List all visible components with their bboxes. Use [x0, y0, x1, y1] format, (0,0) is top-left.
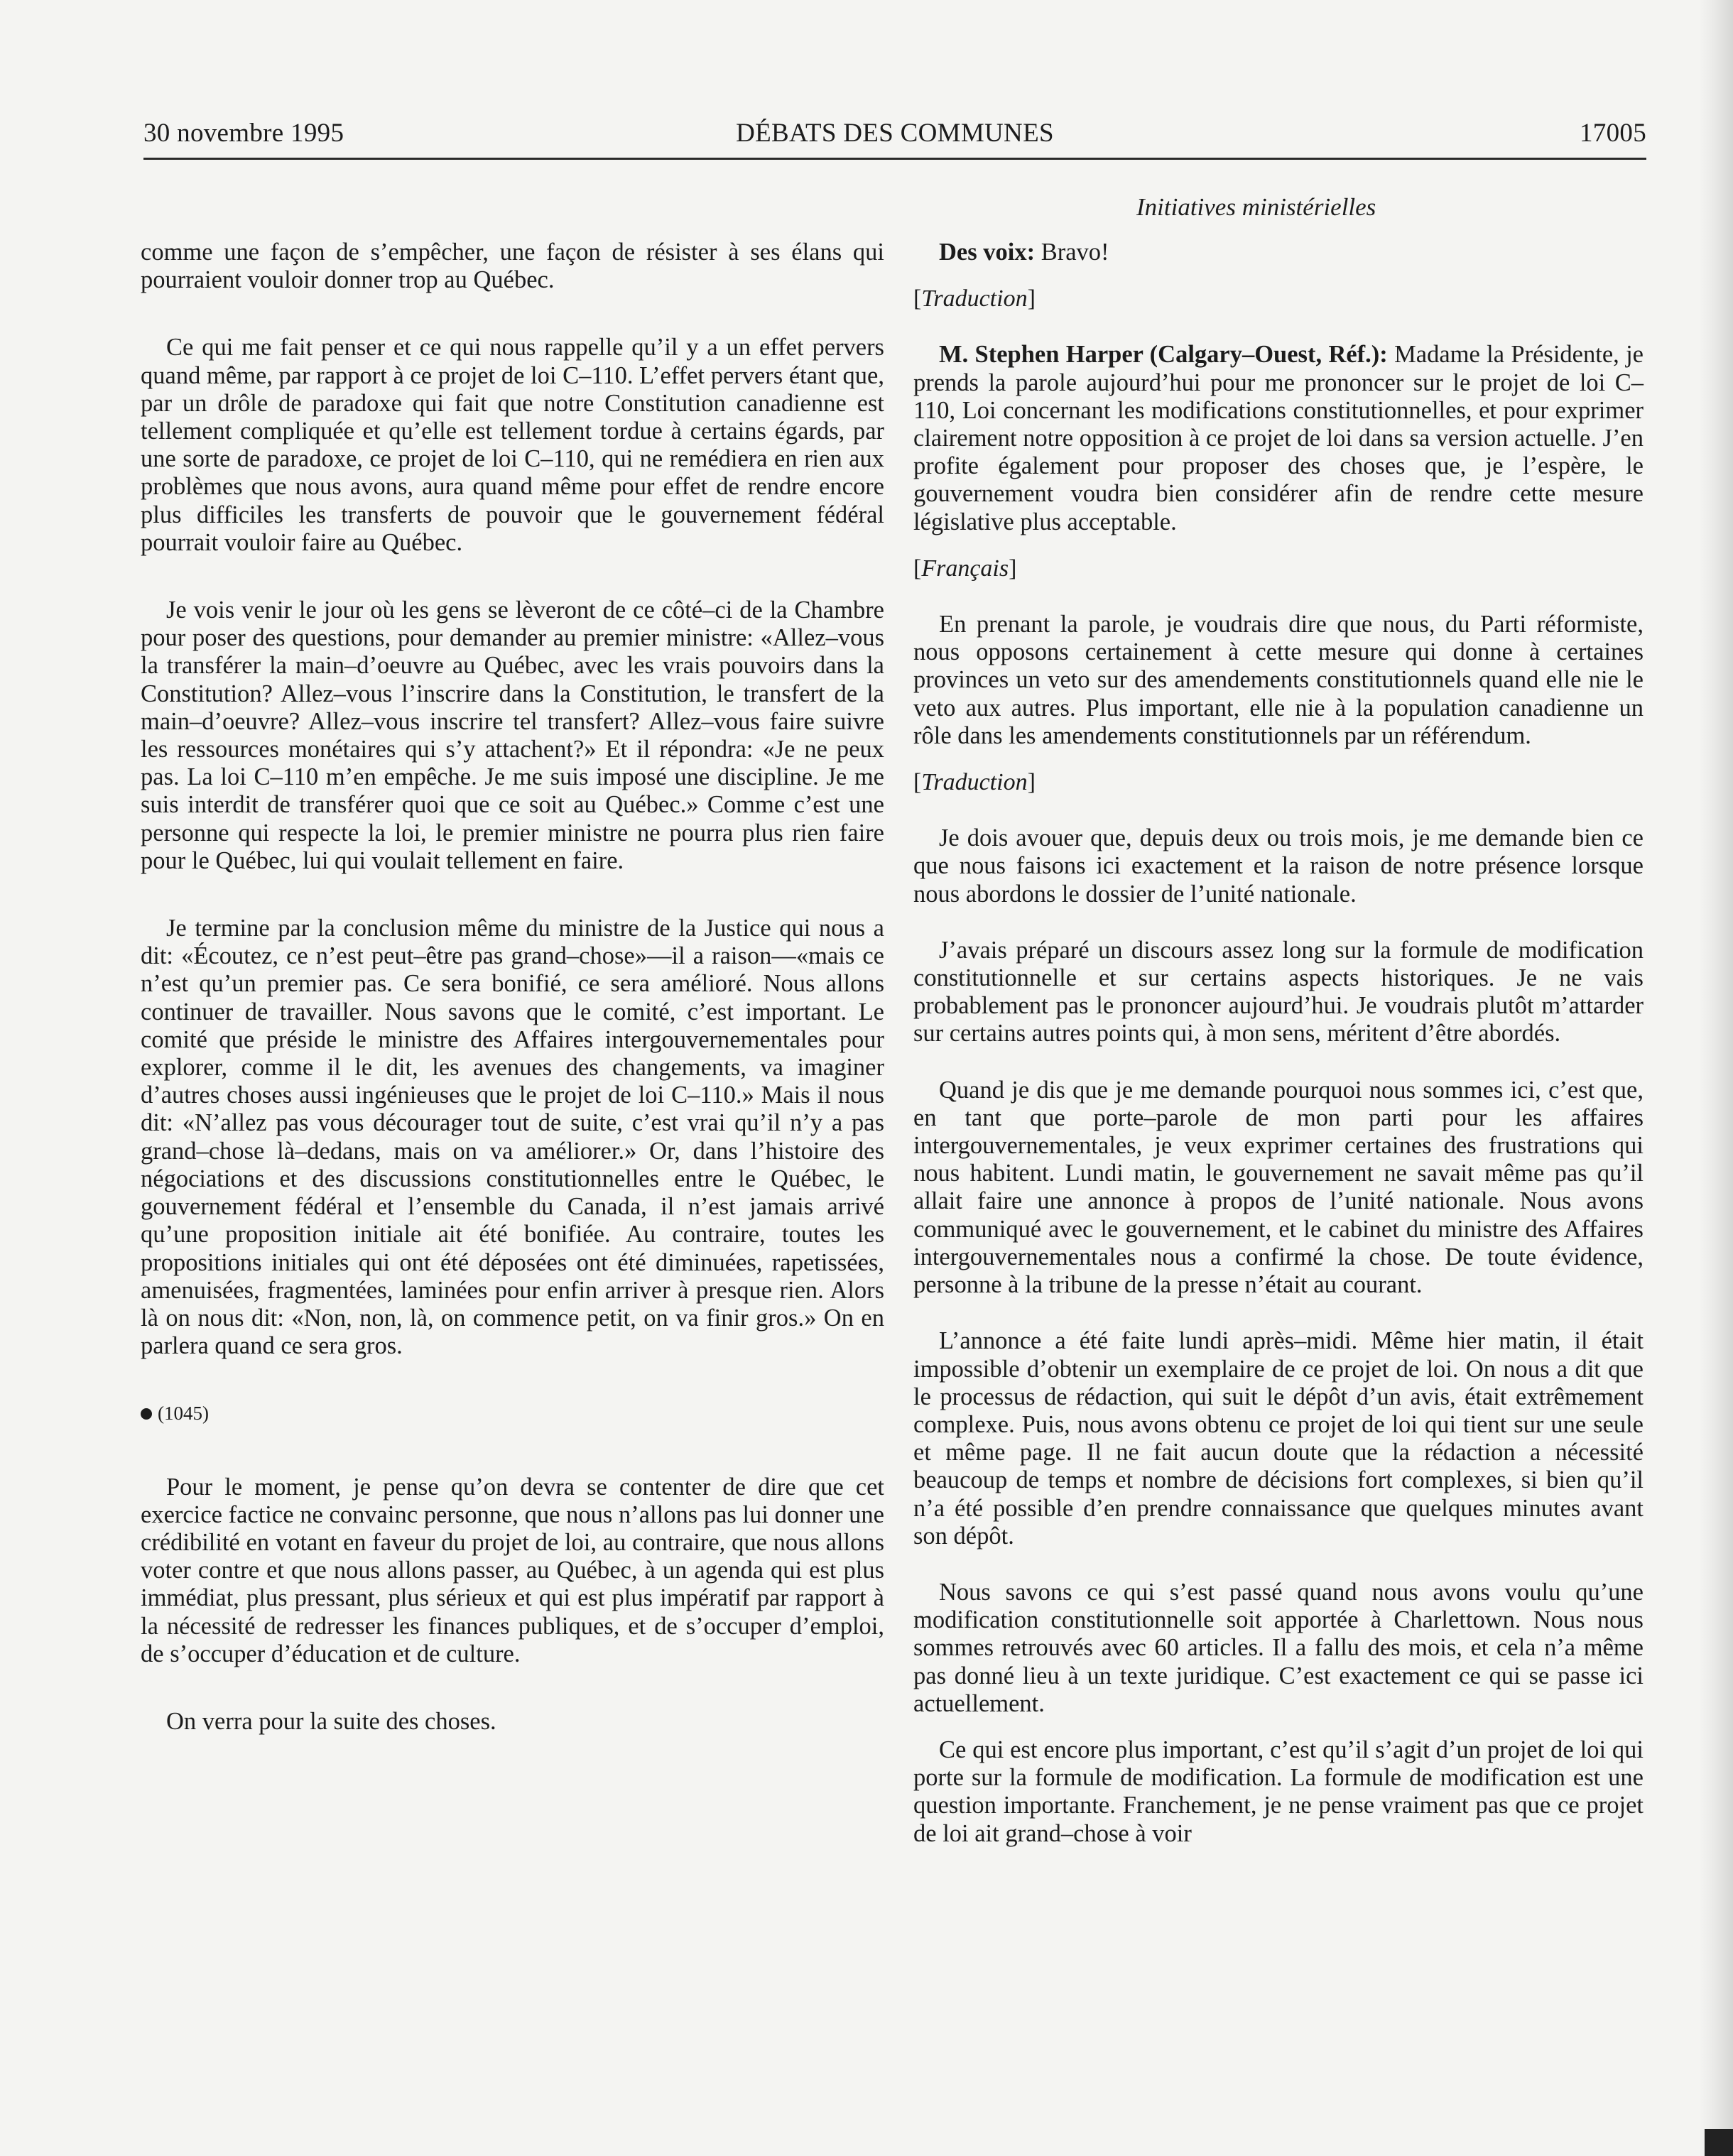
translation-marker: [Traduction]	[913, 769, 1036, 796]
paragraph: On verra pour la suite des choses.	[166, 1707, 496, 1735]
paragraph: Je termine par la conclusion même du ministre de la Justice qui nous a dit: «Écoutez, ce n’est peut–être pas grand–chose»—il a raison—«mais ce n’est qu’un premier pas. Ce sera bonifié, ce sera amélioré. Nous allons continuer de travailler. Nous savons que le comité, c’est important. Le comité que préside le ministre des Affaires intergouvernementales pour explorer, comme il le dit, les avenues des changements, va imaginer d’autres choses aussi ingénieuses que le projet de loi C–110.» Mais il nous dit: «N’allez pas vous décourager tout de suite, c’est vrai qu’il n’y a pas grand–chose là–dedans, mais on va améliorer.» Or, dans l’histoire des négociations et des discussions constitutionnelles entre le Québec, le gouvernement fédéral et l’ensemble du Canada, il n’est jamais arrivé qu’une proposition initiale ait été bonifiée. Au contraire, toutes les propositions initiales qui ont été déposées ont été diminuées, rapetissées, amenuisées, fragmentées, laminées pour enfin arriver à presque rien. Alors là on nous dit: «Non, non, là, on commence petit, on va finir gros.» On en parlera quand ce sera gros.	[141, 915, 884, 1360]
language-marker: [Français]	[913, 555, 1017, 582]
translation-marker: [Traduction]	[913, 285, 1036, 312]
paragraph: Je dois avouer que, depuis deux ou trois mois, je me demande bien ce que nous faisons ici exactement et la raison de notre présence lorsque nous abordons le dossier de l’unité nationale.	[913, 824, 1644, 908]
translation-label: Traduction	[921, 769, 1028, 796]
speaker-text: Madame la Présidente, je prends la parole aujourd’hui pour me prononcer sur le projet de loi C–110, Loi concernant les modifications constitutionnelles, et pour exprimer clairement notre opposition à ce projet de loi dans sa version actuelle. J’en profite également pour proposer des choses que, je l’espère, le gouvernement voudra bien considérer afin de rendre cette mesure législative plus acceptable.	[913, 341, 1644, 535]
speaker-turn	[913, 341, 1644, 535]
speaker-text: Bravo!	[1035, 239, 1109, 266]
speaker-turn	[913, 239, 1644, 266]
bullet-icon	[141, 1408, 152, 1420]
paragraph: J’avais préparé un discours assez long sur la formule de modification constitutionnelle et sur certains aspects historiques. Je ne vais probablement pas le prononcer aujourd’hui. Je voudrais plutôt m’attarder sur certains autres points qui, à mon sens, méritent d’être abordés.	[913, 936, 1644, 1047]
paragraph: Quand je dis que je me demande pourquoi nous sommes ici, c’est que, en tant que porte–parole de mon parti pour les affaires intergouvernementales, je veux exprimer certaines des frustrations qui nous habitent. Lundi matin, le gouvernement ne savait même pas qu’il allait faire une annonce à propos de l’unité nationale. Nous avons communiqué avec le gouvernement, et le cabinet du ministre des Affaires intergouvernementales nous a confirmé la chose. De toute évidence, personne à la tribune de la presse n’était au courant.	[913, 1076, 1644, 1299]
speaker-name: Des voix:	[939, 239, 1036, 266]
page-edge-shadow	[1699, 0, 1733, 2156]
header-title: DÉBATS DES COMMUNES	[736, 119, 1054, 148]
paragraph: L’annonce a été faite lundi après–midi. Même hier matin, il était impossible d’obtenir un exemplaire de ce projet de loi. On nous a dit que le processus de rédaction, qui suit le dépôt d’un avis, était extrêmement complexe. Puis, nous avons obtenu ce projet de loi qui tient sur une seule et même page. Il ne fait aucun doute que la rédaction a nécessité beaucoup de temps et nombre de décisions fort complexes, si bien qu’il n’a été possible d’en prendre connaissance que quelques minutes avant son dépôt.	[913, 1327, 1644, 1550]
section-rubric: Initiatives ministérielles	[1136, 193, 1376, 221]
translation-label: Traduction	[921, 285, 1028, 312]
paragraph: Nous savons ce qui s’est passé quand nous avons voulu qu’une modification constitutionnelle soit apportée à Charlettown. Nous nous sommes retrouvés avec 60 articles. Il a fallu des mois, et cela n’a même pas donné lieu à un texte juridique. C’est exactement ce qui se passe ici actuellement.	[913, 1578, 1644, 1717]
paragraph: Ce qui est encore plus important, c’est qu’il s’agit d’un projet de loi qui porte sur la formule de modification. La formule de modification est une question importante. Franchement, je ne pense vraiment pas que ce projet de loi ait grand–chose à voir	[913, 1736, 1644, 1847]
paragraph: En prenant la parole, je voudrais dire que nous, du Parti réformiste, nous opposons certainement à cette mesure qui donne à certaines provinces un veto sur des amendements constitutionnels quand elle nie le veto aux autres. Plus important, elle nie à la population canadienne un rôle dans les amendements constitutionnels par un référendum.	[913, 611, 1644, 749]
timestamp-text: (1045)	[158, 1403, 209, 1425]
header-page-number: 17005	[1580, 119, 1646, 148]
left-column	[141, 239, 884, 1736]
header-date: 30 novembre 1995	[143, 119, 344, 148]
paragraph: Je vois venir le jour où les gens se lèveront de ce côté–ci de la Chambre pour poser des questions, pour demander au premier ministre: «Allez–vous la transférer la main–d’oeuvre au Québec, avec les vrais pouvoirs dans la Constitution? Allez–vous l’inscrire dans la Constitution, le transfert de la main–d’oeuvre? Allez–vous inscrire tel transfert? Allez–vous faire suivre les ressources monétaires qui s’y attachent?» Et il répondra: «Je ne peux pas. La loi C–110 m’en empêche. Je me suis imposé une discipline. Je me suis interdit de transférer quoi que ce soit au Québec.» Comme c’est une personne qui respecte la loi, le premier ministre ne pourra plus rien faire pour le Québec, lui qui voulait tellement en faire.	[141, 597, 884, 874]
speaker-name: M. Stephen Harper (Calgary–Ouest, Réf.):	[939, 341, 1388, 369]
page-header	[143, 114, 1646, 160]
scan-corner-mark	[1705, 2129, 1733, 2156]
timestamp-marker	[141, 1400, 884, 1427]
paragraph: Pour le moment, je pense qu’on devra se contenter de dire que cet exercice factice ne convainc personne, que nous n’allons pas lui donner une crédibilité en votant en faveur du projet de loi, au contraire, que nous allons voter contre et que nous allons passer, au Québec, à un agenda qui est plus immédiat, plus pressant, plus sérieux et qui est plus impératif par rapport à la nécessité de redresser les finances publiques, et de s’occuper d’emploi, de s’occuper d’éducation et de culture.	[141, 1473, 884, 1667]
language-label: Français	[921, 555, 1009, 582]
right-column	[913, 239, 1644, 1848]
paragraph: comme une façon de s’empêcher, une façon de résister à ses élans qui pourraient vouloir donner trop au Québec.	[141, 239, 884, 294]
paragraph: Ce qui me fait penser et ce qui nous rappelle qu’il y a un effet pervers quand même, par rapport à ce projet de loi C–110. L’effet pervers étant que, par un drôle de paradoxe qui fait que notre Constitution canadienne est tellement compliquée et qu’elle est tellement tordue à certains égards, par une sorte de paradoxe, ce projet de loi C–110, qui ne remédiera en rien aux problèmes que nous avons, aura quand même pour effet de rendre encore plus difficiles les transferts de pouvoir que le gouvernement fédéral pourrait vouloir faire au Québec.	[141, 334, 884, 556]
